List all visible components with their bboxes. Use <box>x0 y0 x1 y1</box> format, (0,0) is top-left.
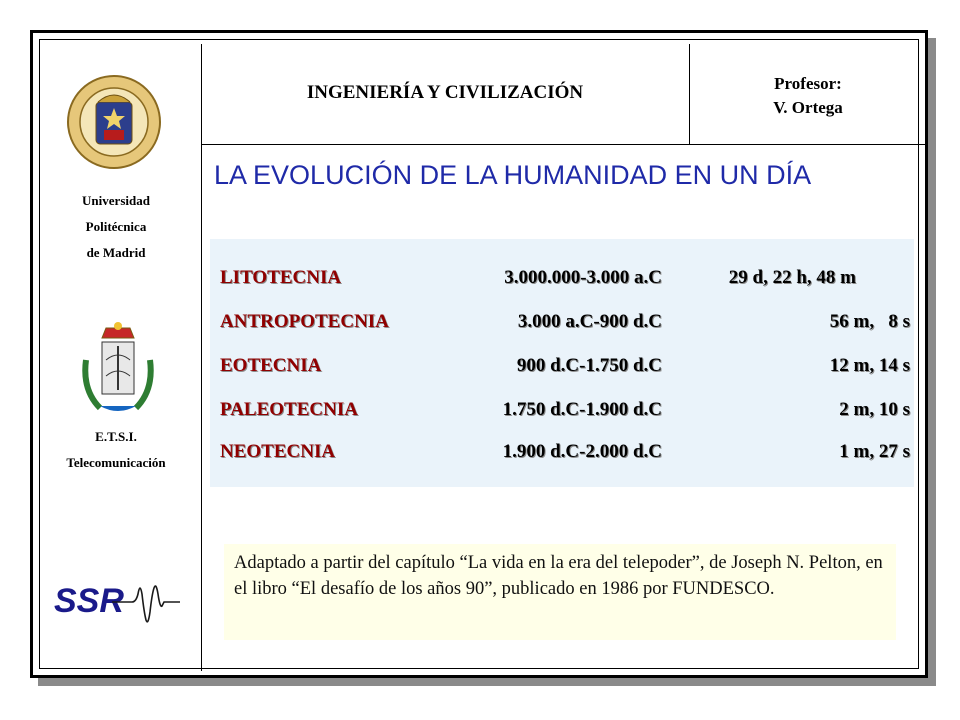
era-name: ANTROPOTECNIA <box>220 311 389 332</box>
university-line-3: de Madrid <box>86 245 146 260</box>
era-duration: 1 m, 27 s <box>839 441 910 462</box>
school-line-2: Telecomunicación <box>66 455 166 470</box>
ssr-logo-text: SSR <box>54 582 124 620</box>
evolution-table <box>210 239 914 487</box>
university-line-1: Universidad <box>82 193 150 208</box>
course-title: INGENIERÍA Y CIVILIZACIÓN <box>306 82 584 103</box>
school-line-1: E.T.S.I. <box>95 429 137 444</box>
professor-block <box>690 72 926 120</box>
era-duration: 12 m, 14 s <box>829 355 910 376</box>
upm-seal-logo <box>66 74 162 170</box>
table-row <box>210 441 914 471</box>
header-divider <box>201 144 927 145</box>
table-row <box>210 311 914 341</box>
era-name: NEOTECNIA <box>220 441 336 462</box>
table-row <box>210 399 914 429</box>
era-period: 3.000.000-3.000 a.C <box>504 267 662 288</box>
sidebar-divider <box>201 44 202 671</box>
page-title: LA EVOLUCIÓN DE LA HUMANIDAD EN UN DÍA <box>214 160 812 190</box>
era-duration: 2 m, 10 s <box>839 399 910 420</box>
ssr-logo <box>52 572 192 628</box>
university-line-2: Politécnica <box>85 219 147 234</box>
era-name: PALEOTECNIA <box>220 399 358 420</box>
table-row <box>210 267 914 297</box>
era-period: 900 d.C-1.750 d.C <box>516 355 662 376</box>
university-name <box>36 188 196 266</box>
professor-label: Profesor: <box>774 74 842 93</box>
era-name: EOTECNIA <box>220 355 322 376</box>
era-period: 1.750 d.C-1.900 d.C <box>502 399 662 420</box>
era-duration: 29 d, 22 h, 48 m <box>728 267 856 288</box>
source-note: Adaptado a partir del capítulo “La vida en la era del telepoder”, de Joseph N. Pelton, en el libro “El desafío de los años 90”, publicado en 1986 por FUNDESCO. <box>224 544 896 640</box>
era-period: 3.000 a.C-900 d.C <box>517 311 662 332</box>
school-name <box>36 424 196 476</box>
era-period: 1.900 d.C-2.000 d.C <box>502 441 662 462</box>
professor-name: V. Ortega <box>773 98 843 117</box>
etsit-crest-logo <box>76 320 160 416</box>
table-row <box>210 355 914 385</box>
era-duration: 56 m, 8 s <box>829 311 910 332</box>
era-name: LITOTECNIA <box>220 267 342 288</box>
